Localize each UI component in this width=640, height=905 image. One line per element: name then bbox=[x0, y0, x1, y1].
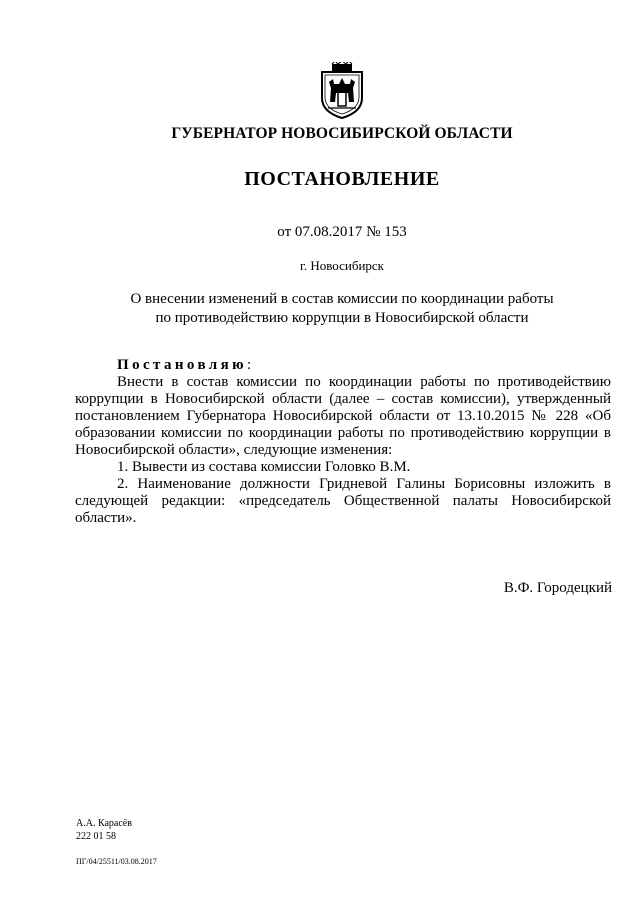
document-type-title: ПОСТАНОВЛЕНИЕ bbox=[244, 168, 440, 190]
document-subject bbox=[60, 290, 624, 328]
body-item-1: 1. Вывести из состава комиссии Головко В.М. bbox=[117, 459, 411, 475]
document-body bbox=[75, 357, 611, 527]
document-city: г. Новосибирск bbox=[299, 258, 384, 273]
decree-line bbox=[75, 357, 611, 374]
subject-line-1: О внесении изменений в состав комиссии по координации работы bbox=[130, 291, 554, 307]
coat-of-arms-icon bbox=[318, 62, 366, 120]
executor-block bbox=[76, 817, 132, 843]
issuing-authority: ГУБЕРНАТОР НОВОСИБИРСКОЙ ОБЛАСТИ bbox=[171, 125, 513, 142]
registration-number: ПГ/04/25511/03.08.2017 bbox=[76, 857, 157, 866]
signature-name: В.Ф. Городецкий bbox=[503, 580, 612, 596]
decree-word: Постановляю bbox=[117, 357, 247, 373]
subject-line-2: по противодействию коррупции в Новосибирской области bbox=[155, 310, 529, 326]
body-paragraph-1: Внести в состав комиссии по координации работы по противодействию коррупции в Новосибирской области (далее – состав комиссии), утвержденный постановлением Губернатора Новосибирской области от 13.10.2015 № 228 «Об образовании комиссии по координации работы по противодействию коррупции в Новосибирской области», следующие изменения: bbox=[75, 374, 611, 458]
executor-name: А.А. Карасёв bbox=[76, 818, 132, 829]
decree-punct: : bbox=[246, 357, 252, 373]
executor-phone: 222 01 58 bbox=[76, 831, 116, 842]
document-date-number: от 07.08.2017 № 153 bbox=[277, 224, 407, 240]
body-item-2: 2. Наименование должности Гридневой Галины Борисовны изложить в следующей редакции: «председатель Общественной палаты Новосибирской области». bbox=[75, 476, 611, 526]
